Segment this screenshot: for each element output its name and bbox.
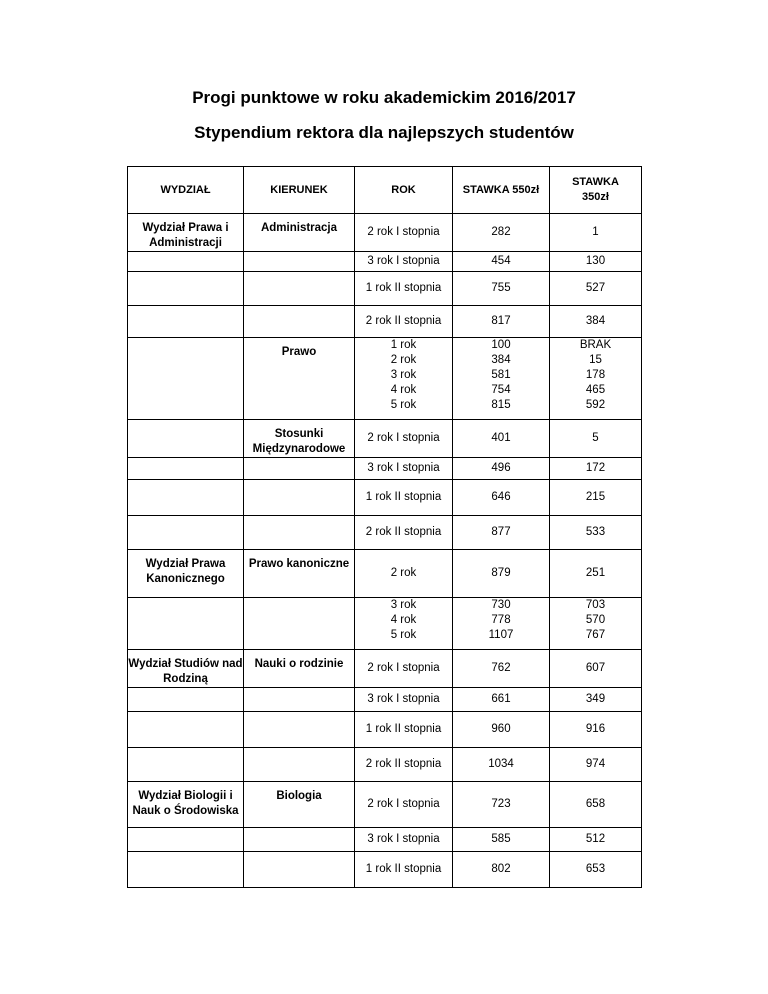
cell-stawka-350 bbox=[550, 420, 642, 458]
table-row bbox=[128, 480, 642, 516]
cell-stawka-550 bbox=[453, 516, 550, 550]
cell-rok-line: 2 rok bbox=[390, 567, 417, 579]
cell-stawka-550 bbox=[453, 852, 550, 888]
cell-stawka-350-line: 172 bbox=[585, 462, 606, 474]
cell-wydzial bbox=[128, 338, 244, 420]
cell-stawka-550 bbox=[453, 650, 550, 688]
cell-wydzial bbox=[128, 458, 244, 480]
cell-stawka-550 bbox=[453, 712, 550, 748]
cell-stawka-550 bbox=[453, 550, 550, 598]
cell-kierunek bbox=[244, 852, 355, 888]
cell-kierunek bbox=[244, 252, 355, 272]
cell-rok bbox=[355, 852, 453, 888]
cell-stawka-350 bbox=[550, 828, 642, 852]
cell-rok bbox=[355, 214, 453, 252]
cell-rok-line: 1 rok bbox=[390, 339, 417, 351]
cell-rok bbox=[355, 688, 453, 712]
cell-wydzial bbox=[128, 852, 244, 888]
cell-stawka-350-line: 1 bbox=[592, 226, 599, 238]
table-row bbox=[128, 420, 642, 458]
cell-wydzial: Wydział Prawa i Administracji bbox=[128, 214, 244, 252]
cell-wydzial: Wydział Prawa Kanonicznego bbox=[128, 550, 244, 598]
cell-kierunek: Administracja bbox=[244, 214, 355, 252]
cell-stawka-350 bbox=[550, 272, 642, 306]
cell-wydzial bbox=[128, 480, 244, 516]
cell-stawka-350-line: 570 bbox=[585, 614, 606, 626]
cell-stawka-550-line: 100 bbox=[491, 339, 511, 351]
table-row bbox=[128, 852, 642, 888]
cell-stawka-550 bbox=[453, 338, 550, 420]
cell-stawka-350-line: BRAK bbox=[579, 339, 612, 351]
cell-wydzial bbox=[128, 748, 244, 782]
table-row bbox=[128, 828, 642, 852]
table-row bbox=[128, 516, 642, 550]
cell-rok-line: 2 rok II stopnia bbox=[365, 526, 442, 538]
cell-stawka-550-line: 1034 bbox=[488, 758, 514, 770]
cell-stawka-550-line: 585 bbox=[491, 833, 511, 845]
cell-wydzial: Wydział Studiów nad Rodziną bbox=[128, 650, 244, 688]
cell-stawka-350-line: 703 bbox=[585, 599, 606, 611]
cell-rok bbox=[355, 252, 453, 272]
cell-kierunek: Prawo kanoniczne bbox=[244, 550, 355, 598]
cell-kierunek bbox=[244, 306, 355, 338]
cell-stawka-350 bbox=[550, 516, 642, 550]
cell-stawka-350-line: 130 bbox=[585, 255, 606, 267]
cell-stawka-550 bbox=[453, 214, 550, 252]
cell-rok bbox=[355, 458, 453, 480]
cell-rok-line: 5 rok bbox=[390, 399, 417, 411]
table-row bbox=[128, 272, 642, 306]
cell-stawka-350 bbox=[550, 480, 642, 516]
cell-rok-line: 2 rok II stopnia bbox=[365, 315, 442, 327]
cell-stawka-550-line: 730 bbox=[491, 599, 511, 611]
cell-rok-line: 5 rok bbox=[390, 629, 417, 641]
cell-wydzial bbox=[128, 516, 244, 550]
cell-rok-line: 1 rok II stopnia bbox=[365, 723, 442, 735]
cell-rok-line: 3 rok bbox=[390, 599, 417, 611]
table-row bbox=[128, 214, 642, 252]
cell-stawka-550-line: 762 bbox=[491, 662, 511, 674]
cell-stawka-350-line: 533 bbox=[585, 526, 606, 538]
cell-stawka-550 bbox=[453, 480, 550, 516]
cell-stawka-350-line: 653 bbox=[585, 863, 606, 875]
cell-rok-line: 4 rok bbox=[390, 614, 417, 626]
cell-stawka-550-line: 754 bbox=[491, 384, 511, 396]
cell-rok-line: 3 rok bbox=[390, 369, 417, 381]
cell-rok-line: 1 rok II stopnia bbox=[365, 282, 442, 294]
cell-rok bbox=[355, 828, 453, 852]
cell-rok-line: 2 rok I stopnia bbox=[367, 432, 440, 444]
cell-stawka-350-line: 592 bbox=[585, 399, 606, 411]
cell-stawka-550-line: 384 bbox=[491, 354, 511, 366]
cell-stawka-550-line: 877 bbox=[491, 526, 511, 538]
cell-kierunek bbox=[244, 516, 355, 550]
cell-stawka-350 bbox=[550, 688, 642, 712]
cell-rok-line: 3 rok I stopnia bbox=[367, 693, 440, 705]
cell-kierunek bbox=[244, 712, 355, 748]
table-row bbox=[128, 338, 642, 420]
header-kierunek: KIERUNEK bbox=[244, 167, 355, 214]
cell-stawka-550 bbox=[453, 828, 550, 852]
cell-stawka-550 bbox=[453, 598, 550, 650]
cell-rok bbox=[355, 782, 453, 828]
cell-stawka-350-line: 15 bbox=[589, 354, 602, 366]
cell-stawka-350-line: 178 bbox=[585, 369, 606, 381]
cell-stawka-350-line: 767 bbox=[585, 629, 606, 641]
cell-kierunek: Nauki o rodzinie bbox=[244, 650, 355, 688]
cell-stawka-350 bbox=[550, 748, 642, 782]
cell-stawka-550-line: 454 bbox=[491, 255, 511, 267]
thresholds-table bbox=[127, 166, 642, 888]
cell-stawka-550 bbox=[453, 458, 550, 480]
cell-rok bbox=[355, 712, 453, 748]
cell-wydzial bbox=[128, 598, 244, 650]
cell-kierunek bbox=[244, 598, 355, 650]
cell-kierunek: Biologia bbox=[244, 782, 355, 828]
cell-kierunek bbox=[244, 688, 355, 712]
cell-stawka-550-line: 879 bbox=[491, 567, 511, 579]
cell-stawka-350-line: 658 bbox=[585, 798, 606, 810]
cell-stawka-550-line: 778 bbox=[491, 614, 511, 626]
cell-stawka-350-line: 607 bbox=[585, 662, 606, 674]
cell-stawka-350-line: 512 bbox=[585, 833, 606, 845]
cell-rok bbox=[355, 650, 453, 688]
cell-stawka-550 bbox=[453, 420, 550, 458]
cell-stawka-350-line: 5 bbox=[592, 432, 599, 444]
cell-stawka-550-line: 755 bbox=[491, 282, 511, 294]
table-row bbox=[128, 306, 642, 338]
cell-stawka-350-line: 527 bbox=[585, 282, 606, 294]
cell-rok-line: 3 rok I stopnia bbox=[367, 462, 440, 474]
cell-wydzial: Wydział Biologii i Nauk o Środowiska bbox=[128, 782, 244, 828]
cell-wydzial bbox=[128, 420, 244, 458]
cell-wydzial bbox=[128, 306, 244, 338]
cell-wydzial bbox=[128, 252, 244, 272]
cell-rok bbox=[355, 272, 453, 306]
cell-rok bbox=[355, 598, 453, 650]
cell-stawka-350 bbox=[550, 598, 642, 650]
page-subtitle: Stypendium rektora dla najlepszych studentów bbox=[194, 123, 574, 142]
cell-stawka-550-line: 960 bbox=[491, 723, 511, 735]
cell-wydzial bbox=[128, 828, 244, 852]
cell-rok bbox=[355, 338, 453, 420]
cell-kierunek bbox=[244, 458, 355, 480]
cell-stawka-550-line: 581 bbox=[491, 369, 511, 381]
cell-stawka-350-line: 465 bbox=[585, 384, 606, 396]
cell-stawka-350 bbox=[550, 650, 642, 688]
cell-stawka-550 bbox=[453, 782, 550, 828]
cell-stawka-550 bbox=[453, 252, 550, 272]
table-row bbox=[128, 550, 642, 598]
cell-wydzial bbox=[128, 272, 244, 306]
cell-rok bbox=[355, 420, 453, 458]
cell-stawka-550 bbox=[453, 272, 550, 306]
cell-stawka-350 bbox=[550, 782, 642, 828]
header-stawka-550: STAWKA 550zł bbox=[453, 167, 550, 214]
table-row bbox=[128, 782, 642, 828]
cell-stawka-550-line: 1107 bbox=[488, 629, 514, 641]
cell-rok-line: 2 rok I stopnia bbox=[367, 798, 440, 810]
cell-rok-line: 3 rok I stopnia bbox=[367, 833, 440, 845]
cell-stawka-350-line: 384 bbox=[585, 315, 606, 327]
cell-rok-line: 2 rok II stopnia bbox=[365, 758, 442, 770]
cell-stawka-350 bbox=[550, 550, 642, 598]
cell-stawka-550 bbox=[453, 306, 550, 338]
cell-kierunek: Stosunki Międzynarodowe bbox=[244, 420, 355, 458]
table-row bbox=[128, 458, 642, 480]
cell-stawka-550-line: 496 bbox=[491, 462, 511, 474]
cell-rok-line: 1 rok II stopnia bbox=[365, 491, 442, 503]
cell-rok bbox=[355, 748, 453, 782]
cell-rok-line: 2 rok I stopnia bbox=[367, 662, 440, 674]
header-rok: ROK bbox=[355, 167, 453, 214]
cell-stawka-350 bbox=[550, 252, 642, 272]
table-row bbox=[128, 712, 642, 748]
cell-kierunek bbox=[244, 480, 355, 516]
cell-stawka-350 bbox=[550, 306, 642, 338]
cell-stawka-350-line: 974 bbox=[585, 758, 606, 770]
cell-stawka-550-line: 723 bbox=[491, 798, 511, 810]
cell-stawka-550-line: 817 bbox=[491, 315, 511, 327]
cell-stawka-550-line: 282 bbox=[491, 226, 511, 238]
cell-kierunek: Prawo bbox=[244, 338, 355, 420]
table-row bbox=[128, 688, 642, 712]
cell-kierunek bbox=[244, 748, 355, 782]
cell-stawka-550-line: 802 bbox=[491, 863, 511, 875]
cell-rok-line: 4 rok bbox=[390, 384, 417, 396]
cell-stawka-350 bbox=[550, 214, 642, 252]
table-row bbox=[128, 598, 642, 650]
cell-stawka-550-line: 661 bbox=[491, 693, 511, 705]
cell-rok bbox=[355, 516, 453, 550]
header-wydzial: WYDZIAŁ bbox=[128, 167, 244, 214]
cell-rok-line: 1 rok II stopnia bbox=[365, 863, 442, 875]
cell-rok-line: 3 rok I stopnia bbox=[367, 255, 440, 267]
page-title: Progi punktowe w roku akademickim 2016/2017 bbox=[192, 88, 576, 107]
cell-stawka-350-line: 349 bbox=[585, 693, 606, 705]
table-row bbox=[128, 650, 642, 688]
cell-stawka-550 bbox=[453, 688, 550, 712]
cell-rok bbox=[355, 480, 453, 516]
cell-stawka-550-line: 401 bbox=[491, 432, 511, 444]
cell-kierunek bbox=[244, 272, 355, 306]
cell-stawka-350 bbox=[550, 338, 642, 420]
cell-rok-line: 2 rok bbox=[390, 354, 417, 366]
cell-stawka-350-line: 251 bbox=[585, 567, 606, 579]
cell-stawka-350-line: 916 bbox=[585, 723, 606, 735]
table-header-row bbox=[128, 167, 642, 214]
cell-stawka-550-line: 815 bbox=[491, 399, 511, 411]
table-row bbox=[128, 748, 642, 782]
cell-stawka-350 bbox=[550, 458, 642, 480]
cell-stawka-350 bbox=[550, 712, 642, 748]
cell-rok-line: 2 rok I stopnia bbox=[367, 226, 440, 238]
cell-rok bbox=[355, 550, 453, 598]
header-stawka-350: STAWKA 350zł bbox=[550, 167, 642, 214]
cell-stawka-550 bbox=[453, 748, 550, 782]
cell-kierunek bbox=[244, 828, 355, 852]
cell-wydzial bbox=[128, 688, 244, 712]
cell-stawka-550-line: 646 bbox=[491, 491, 511, 503]
cell-stawka-350-line: 215 bbox=[585, 491, 606, 503]
cell-stawka-350 bbox=[550, 852, 642, 888]
cell-rok bbox=[355, 306, 453, 338]
cell-wydzial bbox=[128, 712, 244, 748]
table-row bbox=[128, 252, 642, 272]
